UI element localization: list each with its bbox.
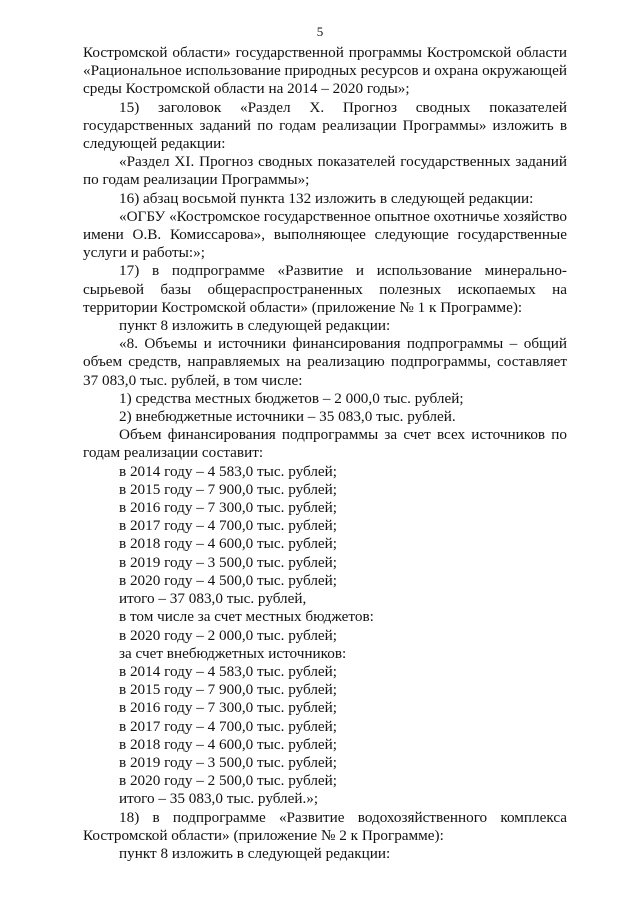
paragraph	[83, 790, 567, 808]
text-line: 15) заголовок «Раздел X. Прогноз сводных показателей	[119, 98, 567, 116]
page-number: 5	[316, 24, 324, 39]
paragraph	[83, 645, 567, 663]
text-line: «ОГБУ «Костромское государственное опытное охотничье хозяйство	[119, 207, 567, 225]
text-line: территории Костромской области» (приложение № 1 к Программе):	[83, 298, 523, 316]
text-line: сырьевой базы общераспространенных полезных ископаемых на	[83, 280, 567, 298]
paragraph	[83, 535, 567, 553]
text-line: в 2015 году – 7 900,0 тыс. рублей;	[119, 480, 337, 498]
paragraph	[83, 317, 567, 335]
text-line: Костромской области» государственной программы Костромской области	[83, 44, 567, 61]
text-line: 16) абзац восьмой пункта 132 изложить в следующей редакции:	[119, 189, 534, 207]
text-line: в 2018 году – 4 600,0 тыс. рублей;	[119, 735, 337, 753]
text-line: итого – 35 083,0 тыс. рублей.»;	[119, 790, 319, 808]
paragraph	[83, 99, 567, 154]
paragraph	[83, 335, 567, 390]
text-line: государственных заданий по годам реализации Программы» изложить в	[83, 116, 567, 134]
paragraph	[83, 408, 567, 426]
text-line: в 2019 году – 3 500,0 тыс. рублей;	[119, 753, 337, 771]
text-line: следующей редакции:	[83, 135, 226, 153]
text-line: в 2014 году – 4 583,0 тыс. рублей;	[119, 662, 337, 680]
paragraph	[83, 517, 567, 535]
paragraph	[83, 262, 567, 317]
paragraph	[83, 481, 567, 499]
paragraph	[83, 718, 567, 736]
paragraph	[83, 499, 567, 517]
paragraph	[83, 572, 567, 590]
text-line: в том числе за счет местных бюджетов:	[119, 608, 374, 626]
text-line: «Раздел XI. Прогноз сводных показателей государственных заданий	[119, 153, 567, 171]
text-line: в 2015 году – 7 900,0 тыс. рублей;	[119, 681, 337, 699]
text-line: в 2014 году – 4 583,0 тыс. рублей;	[119, 462, 337, 480]
text-line: пункт 8 изложить в следующей редакции:	[119, 844, 391, 862]
paragraph	[83, 627, 567, 645]
paragraph	[83, 681, 567, 699]
text-line: за счет внебюджетных источников:	[119, 644, 347, 662]
text-line: в 2020 году – 2 000,0 тыс. рублей;	[119, 626, 337, 644]
text-line: в 2020 году – 2 500,0 тыс. рублей;	[119, 772, 337, 790]
paragraph	[83, 809, 567, 845]
paragraph	[83, 153, 567, 189]
text-line: годам реализации составит:	[83, 444, 264, 462]
paragraph	[83, 426, 567, 462]
paragraph	[83, 44, 567, 99]
paragraph	[83, 736, 567, 754]
text-line: пункт 8 изложить в следующей редакции:	[119, 317, 391, 335]
text-line: Костромской области» (приложение № 2 к Программе):	[83, 826, 444, 844]
paragraph	[83, 554, 567, 572]
paragraph	[83, 608, 567, 626]
paragraph	[83, 699, 567, 717]
paragraph	[83, 754, 567, 772]
text-line: в 2019 году – 3 500,0 тыс. рублей;	[119, 553, 337, 571]
paragraph	[83, 390, 567, 408]
paragraph	[83, 208, 567, 263]
text-line: в 2016 году – 7 300,0 тыс. рублей;	[119, 699, 337, 717]
text-line: в 2020 году – 4 500,0 тыс. рублей;	[119, 571, 337, 589]
text-line: среды Костромской области на 2014 – 2020 годы»;	[83, 80, 410, 98]
paragraph	[83, 845, 567, 863]
text-line: «Рациональное использование природных ресурсов и охрана окружающей	[83, 62, 567, 80]
text-line: 1) средства местных бюджетов – 2 000,0 тыс. рублей;	[119, 389, 464, 407]
text-line: 2) внебюджетные источники – 35 083,0 тыс. рублей.	[119, 408, 456, 426]
text-line: Объем финансирования подпрограммы за счет всех источников по	[119, 426, 567, 444]
text-line: в 2017 году – 4 700,0 тыс. рублей;	[119, 517, 337, 535]
document-body	[83, 44, 567, 863]
paragraph	[83, 772, 567, 790]
text-line: услуги и работы:»;	[83, 244, 205, 262]
text-line: «8. Объемы и источники финансирования подпрограммы – общий	[119, 335, 567, 353]
paragraph	[83, 190, 567, 208]
text-line: в 2017 году – 4 700,0 тыс. рублей;	[119, 717, 337, 735]
paragraph	[83, 463, 567, 481]
paragraph	[83, 590, 567, 608]
text-line: имени О.В. Комиссарова», выполняющее следующие государственные	[83, 226, 567, 244]
text-line: 17) в подпрограмме «Развитие и использование минерально-	[119, 262, 567, 280]
text-line: 37 083,0 тыс. рублей, в том числе:	[83, 371, 303, 389]
text-line: объем средств, направляемых на реализацию подпрограммы, составляет	[83, 353, 567, 371]
text-line: итого – 37 083,0 тыс. рублей,	[119, 590, 307, 608]
text-line: по годам реализации Программы»;	[83, 171, 310, 189]
paragraph	[83, 663, 567, 681]
text-line: в 2016 году – 7 300,0 тыс. рублей;	[119, 499, 337, 517]
text-line: 18) в подпрограмме «Развитие водохозяйственного комплекса	[119, 808, 567, 826]
text-line: в 2018 году – 4 600,0 тыс. рублей;	[119, 535, 337, 553]
